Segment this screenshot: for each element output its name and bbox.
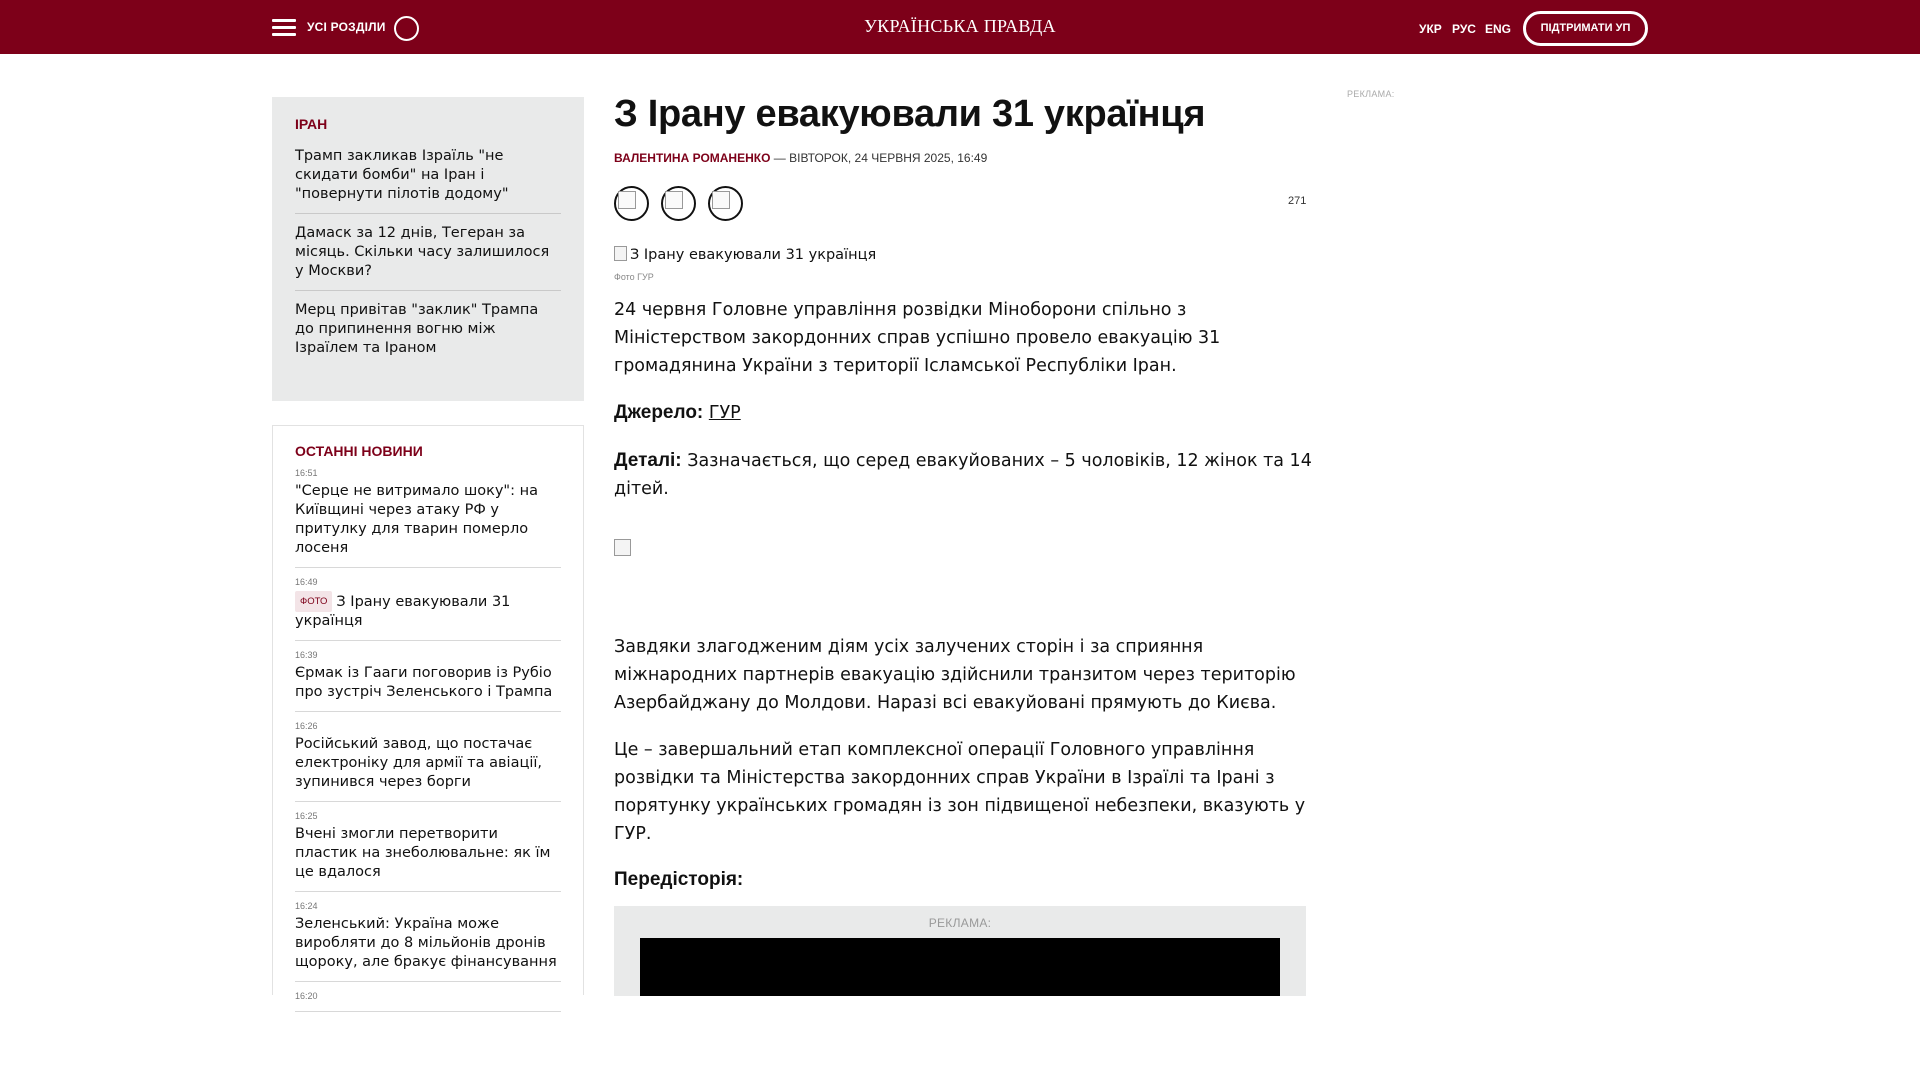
news-headline[interactable]: Зеленський: Україна може виробляти до 8 мільйонів дронів щороку, але бракує фінансування	[295, 916, 557, 970]
news-time: 16:39	[295, 650, 318, 660]
background-label: Передісторія:	[614, 869, 744, 890]
news-item[interactable]	[295, 810, 561, 892]
news-headline[interactable]: Єрмак із Гааги поговорив із Рубіо про зустріч Зеленського і Трампа	[295, 665, 553, 700]
broken-image-icon	[618, 191, 636, 209]
views-count: 271	[1288, 195, 1307, 207]
news-headline[interactable]: Вчені змогли перетворити пластик на знеболювальне: як їм це вдалося	[295, 826, 551, 880]
iran-topic-box	[272, 97, 584, 401]
photo-badge: ФОТО	[295, 591, 332, 612]
lang-ukr-link[interactable]: УКР	[1419, 22, 1442, 36]
article-paragraph: 24 червня Головне управління розвідки Міноборони спільно з Міністерством закордонних справ успішно провело евакуацію 31 громадянина України з території Ісламської Республіки Іран.	[614, 300, 1221, 376]
details-label: Деталі:	[614, 450, 682, 471]
article-paragraph: Завдяки злагодженим діям усіх залучених сторін і за сприяння міжнародних партнерів евакуацію здійснили транзитом через територію Азербайджану до Молдови. Наразі всі евакуйовані прямують до Києва.	[614, 637, 1296, 713]
news-item[interactable]	[295, 649, 561, 712]
news-headline[interactable]: З Ірану евакуювали 31 українця	[295, 594, 511, 629]
news-time: 16:49	[295, 577, 318, 587]
iran-topic-list	[295, 147, 561, 367]
article-image	[614, 246, 876, 263]
latest-news-box	[272, 425, 584, 1001]
broken-image-icon	[665, 191, 683, 209]
news-item[interactable]	[295, 900, 561, 982]
news-item[interactable]	[295, 990, 561, 1012]
iran-topic-title[interactable]: ІРАН	[295, 116, 328, 132]
top-bar	[0, 0, 1920, 54]
news-time: 16:51	[295, 468, 318, 478]
ad-video-player[interactable]	[640, 938, 1280, 996]
iran-topic-item[interactable]: Мерц привітав "заклик" Трампа до припинення вогню між Ізраїлем та Іраном	[295, 302, 539, 356]
broken-image-icon	[614, 246, 627, 261]
image-alt-text: З Ірану евакуювали 31 українця	[630, 247, 877, 263]
author-link[interactable]: ВАЛЕНТИНА РОМАНЕНКО	[614, 151, 771, 165]
article-details	[614, 447, 1314, 503]
news-headline[interactable]: "Серце не витримало шоку": на Київщині через атаку РФ у притулку для тварин померло лосеня	[295, 483, 538, 556]
article-source	[614, 399, 1314, 427]
broken-image-icon	[712, 191, 730, 209]
news-time: 16:25	[295, 811, 318, 821]
side-ad-label: РЕКЛАМА:	[1347, 89, 1395, 99]
latest-news-list	[295, 467, 561, 1012]
ad-label: РЕКЛАМА:	[928, 916, 992, 930]
lang-rus-link[interactable]: РУС	[1452, 22, 1476, 36]
inline-ad-block	[614, 906, 1306, 996]
share-facebook-button[interactable]	[614, 186, 649, 221]
news-headline-container[interactable]	[295, 591, 561, 631]
source-label: Джерело:	[614, 402, 704, 423]
article-title: З Ірану евакуювали 31 українця	[614, 93, 1206, 135]
broken-image-icon	[614, 539, 631, 556]
background-heading	[614, 866, 1314, 894]
share-telegram-button[interactable]	[708, 186, 743, 221]
latest-news-title[interactable]: ОСТАННІ НОВИНИ	[295, 443, 423, 459]
news-item[interactable]	[295, 576, 561, 641]
news-time: 16:24	[295, 901, 318, 911]
iran-topic-item[interactable]: Трамп закликав Ізраїль "не скидати бомби" на Іран і "повернути пілотів додому"	[295, 147, 561, 214]
news-time: 16:26	[295, 721, 318, 731]
article-date: ВІВТОРОК, 24 ЧЕРВНЯ 2025, 16:49	[789, 151, 988, 165]
iran-topic-item[interactable]: Дамаск за 12 днів, Тегеран за місяць. Скільки часу залишилося у Москви?	[295, 224, 561, 291]
article-byline: ВАЛЕНТИНА РОМАНЕНКО — ВІВТОРОК, 24 ЧЕРВНЯ 2025, 16:49	[614, 151, 988, 165]
details-text: Зазначається, що серед евакуйованих – 5 чоловіків, 12 жінок та 14 дітей.	[614, 451, 1312, 499]
image-caption: Фото ГУР	[614, 272, 654, 282]
news-item[interactable]	[295, 467, 561, 568]
lang-eng-link[interactable]: ENG	[1485, 22, 1512, 36]
source-link[interactable]: ГУР	[708, 403, 741, 423]
site-logo[interactable]: УКРАЇНСЬКА ПРАВДА	[864, 16, 1056, 36]
article-paragraph: Це – завершальний етап комплексної операції Головного управління розвідки та Міністерства закордонних справ України в Ізраїлі та Ірані з порятунку українських громадян із зон підвищеної небезпеки, вказують у ГУР.	[614, 740, 1306, 844]
share-twitter-button[interactable]	[661, 186, 696, 221]
news-item[interactable]	[295, 720, 561, 802]
news-headline[interactable]: Російський завод, що постачає електроніку для армії та авіації, зупинився через борги	[295, 736, 542, 790]
all-sections-link[interactable]: УСІ РОЗДІЛИ	[307, 20, 386, 34]
support-button[interactable]: ПІДТРИМАТИ УП	[1523, 11, 1648, 46]
news-time: 16:20	[295, 991, 318, 1001]
